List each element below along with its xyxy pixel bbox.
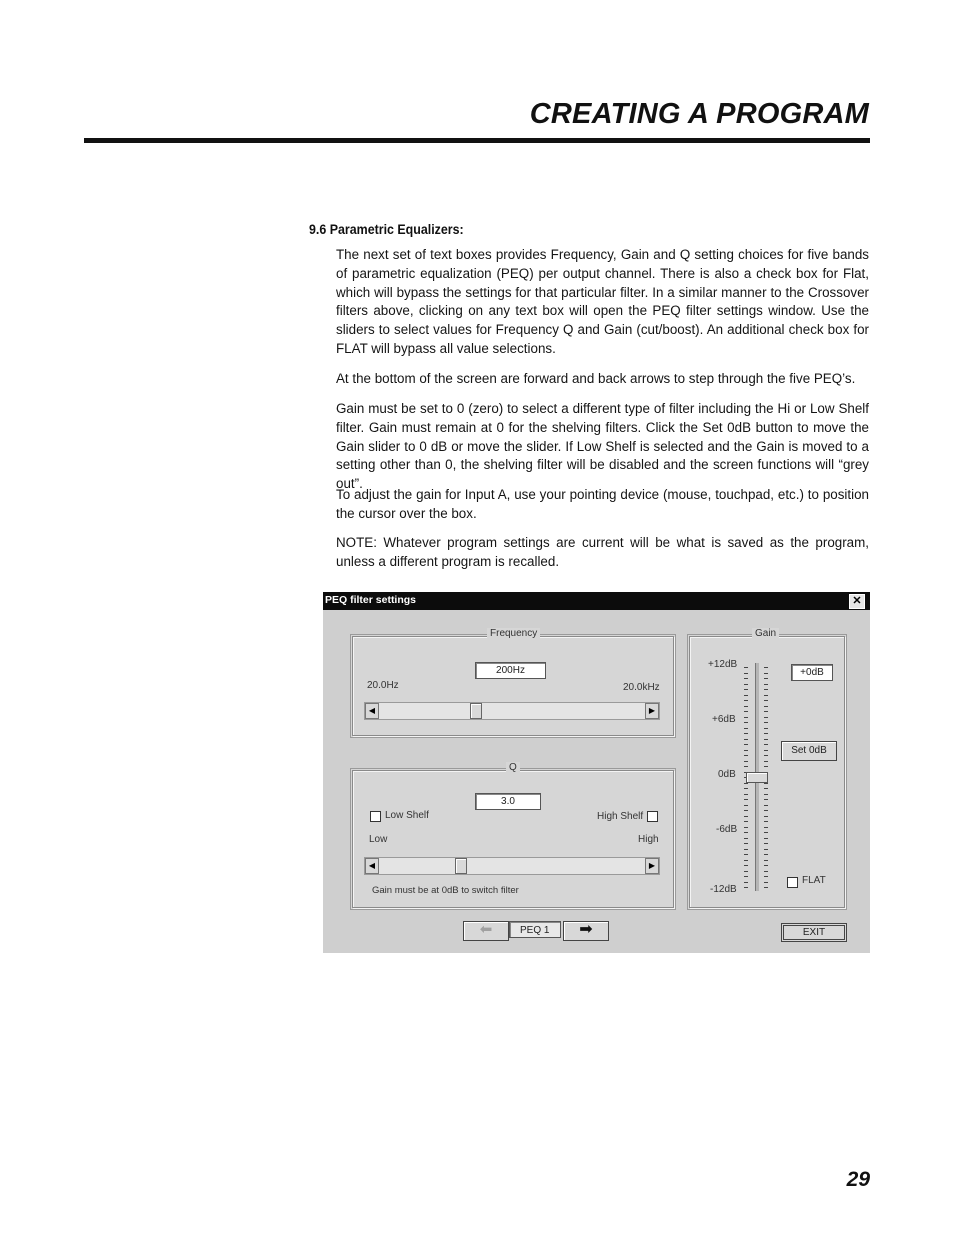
gain-tick-mark [764,854,768,855]
flat-checkbox[interactable] [787,877,798,888]
gain-tick-mark [764,755,768,756]
gain-tick-mark [764,766,768,767]
gain-tick-mark [744,805,748,806]
right-arrow-icon: ➡ [579,921,593,938]
gain-tick-mark [764,722,768,723]
gain-input[interactable]: +0dB [791,664,833,681]
gain-tick-mark [744,717,748,718]
chevron-right-icon[interactable]: ▶ [645,858,659,874]
gain-tick-mark [764,860,768,861]
gain-tick-mark [744,810,748,811]
peq-index: PEQ 1 [509,921,561,938]
gain-scale-label: -12dB [710,884,737,895]
gain-tick-mark [744,744,748,745]
gain-tick-mark [764,744,768,745]
q-group [350,762,676,910]
gain-tick-mark [744,838,748,839]
frequency-max-label: 20.0kHz [623,682,660,693]
gain-tick-mark [744,887,748,888]
chapter-title: CREATING A PROGRAM [529,98,869,130]
gain-tick-mark [764,689,768,690]
q-low-label: Low [369,834,388,845]
gain-tick-mark [764,733,768,734]
gain-tick-mark [744,761,748,762]
gain-scale-label: +6dB [712,714,736,725]
frequency-input[interactable]: 200Hz [475,662,546,679]
gain-tick-mark [744,876,748,877]
gain-tick-mark [744,799,748,800]
chevron-left-icon[interactable]: ◀ [365,858,379,874]
gain-tick-mark [744,678,748,679]
gain-tick-mark [744,695,748,696]
gain-tick-mark [764,810,768,811]
paragraph: NOTE: Whatever program settings are current will be what is saved as the program, unless a different program is recalled. [336,535,869,569]
back-arrow-button[interactable] [463,921,509,941]
gain-tick-mark [744,843,748,844]
q-slider-thumb[interactable] [455,858,467,874]
frequency-group [350,628,676,738]
gain-tick-mark [764,700,768,701]
left-arrow-icon: ⬅ [479,921,493,938]
gain-tick-mark [764,711,768,712]
gain-tick-mark [764,827,768,828]
title-rule [84,138,870,143]
gain-tick-mark [744,684,748,685]
gain-tick-mark [744,794,748,795]
page-number: 29 [846,1168,870,1191]
flat-label: FLAT [802,875,826,886]
gain-tick-mark [764,678,768,679]
gain-tick-mark [744,739,748,740]
gain-tick-mark [764,876,768,877]
gain-tick-mark [764,805,768,806]
gain-label: Gain [752,628,779,639]
gain-tick-mark [764,882,768,883]
q-high-label: High [638,834,659,845]
gain-tick-mark [764,794,768,795]
q-slider[interactable] [364,857,660,875]
gain-tick-mark [764,843,768,844]
low-shelf-checkbox[interactable] [370,811,381,822]
frequency-slider[interactable] [364,702,660,720]
frequency-min-label: 20.0Hz [367,680,399,691]
frequency-slider-thumb[interactable] [470,703,482,719]
gain-tick-mark [764,728,768,729]
gain-tick-mark [764,706,768,707]
gain-tick-mark [764,832,768,833]
high-shelf-label: High Shelf [597,811,644,822]
gain-tick-mark [764,816,768,817]
gain-tick-mark [764,849,768,850]
gain-tick-mark [744,755,748,756]
gain-tick-mark [744,832,748,833]
exit-button[interactable]: EXIT [781,923,847,942]
gain-tick-mark [744,689,748,690]
gain-scale-label: 0dB [718,769,736,780]
gain-tick-mark [744,816,748,817]
gain-tick-mark [764,739,768,740]
gain-tick-mark [764,799,768,800]
gain-tick-mark [744,849,748,850]
gain-tick-mark [744,788,748,789]
gain-tick-mark [764,865,768,866]
gain-tick-mark [764,717,768,718]
gain-tick-mark [744,865,748,866]
gain-tick-mark [744,854,748,855]
dialog-body [323,610,870,953]
gain-tick-mark [744,827,748,828]
gain-tick-mark [764,667,768,668]
gain-tick-mark [764,788,768,789]
gain-tick-mark [764,838,768,839]
gain-tick-mark [744,882,748,883]
gain-tick-mark [744,821,748,822]
gain-tick-mark [764,871,768,872]
gain-tick-mark [744,728,748,729]
gain-tick-mark [744,722,748,723]
gain-tick-mark [764,684,768,685]
section-heading: 9.6 Parametric Equalizers: [309,222,464,237]
dialog-title: PEQ filter settings [325,594,417,606]
gain-tick-mark [744,706,748,707]
frequency-label: Frequency [487,628,540,639]
chevron-right-icon[interactable]: ▶ [645,703,659,719]
paragraph: At the bottom of the screen are forward and back arrows to step through the five PEQ’s. [336,371,856,386]
close-icon[interactable]: ✕ [849,594,865,609]
high-shelf-checkbox[interactable] [647,811,658,822]
paragraph: The next set of text boxes provides Frequency, Gain and Q setting choices for five bands of parametric equalization (PEQ) per output channel. There is also a check box for Flat, which will bypass the settings for that particular filter. In a similar manner to the Crossover filters above, clicking on any text box will open the PEQ filter settings window. Use the sliders to select values for Frequency Q and Gain (cut/boost). An additional check box for FLAT will bypass all value selections. [336,247,869,356]
gain-tick-mark [764,821,768,822]
gain-scale-label: +12dB [708,659,738,670]
low-shelf-label: Low Shelf [385,810,429,821]
gain-tick-mark [744,750,748,751]
gain-tick-mark [764,695,768,696]
gain-note: Gain must be at 0dB to switch filter [372,885,519,896]
gain-tick-mark [744,860,748,861]
gain-tick-mark [744,711,748,712]
gain-group [687,628,847,910]
gain-tick-mark [744,766,748,767]
q-label: Q [506,762,520,773]
peq-dialog [323,592,870,953]
gain-scale-label: -6dB [716,824,738,835]
gain-tick-mark [744,667,748,668]
paragraph: To adjust the gain for Input A, use your pointing device (mouse, touchpad, etc.) to position the cursor over the box. [336,487,869,521]
chevron-left-icon[interactable]: ◀ [365,703,379,719]
gain-slider-thumb[interactable] [746,772,768,783]
gain-tick-mark [744,700,748,701]
paragraph: Gain must be set to 0 (zero) to select a different type of filter including the Hi or Low Shelf filter. Gain must remain at 0 for the shelving filters. Click the Set 0dB button to move the Gain slider to 0 dB or move the slider. If Low Shelf is selected and the Gain is moved to a setting other than 0, the shelving filter will be disabled and the screen functions will “grey out”. [336,401,869,492]
dialog-titlebar[interactable] [323,592,870,610]
gain-tick-mark [744,871,748,872]
gain-tick-mark [764,887,768,888]
gain-tick-mark [764,673,768,674]
gain-tick-mark [764,761,768,762]
forward-arrow-button[interactable] [563,921,609,941]
set-0db-button[interactable]: Set 0dB [781,741,837,761]
q-input[interactable]: 3.0 [475,793,541,810]
gain-tick-mark [744,733,748,734]
gain-tick-mark [764,750,768,751]
gain-tick-mark [744,673,748,674]
